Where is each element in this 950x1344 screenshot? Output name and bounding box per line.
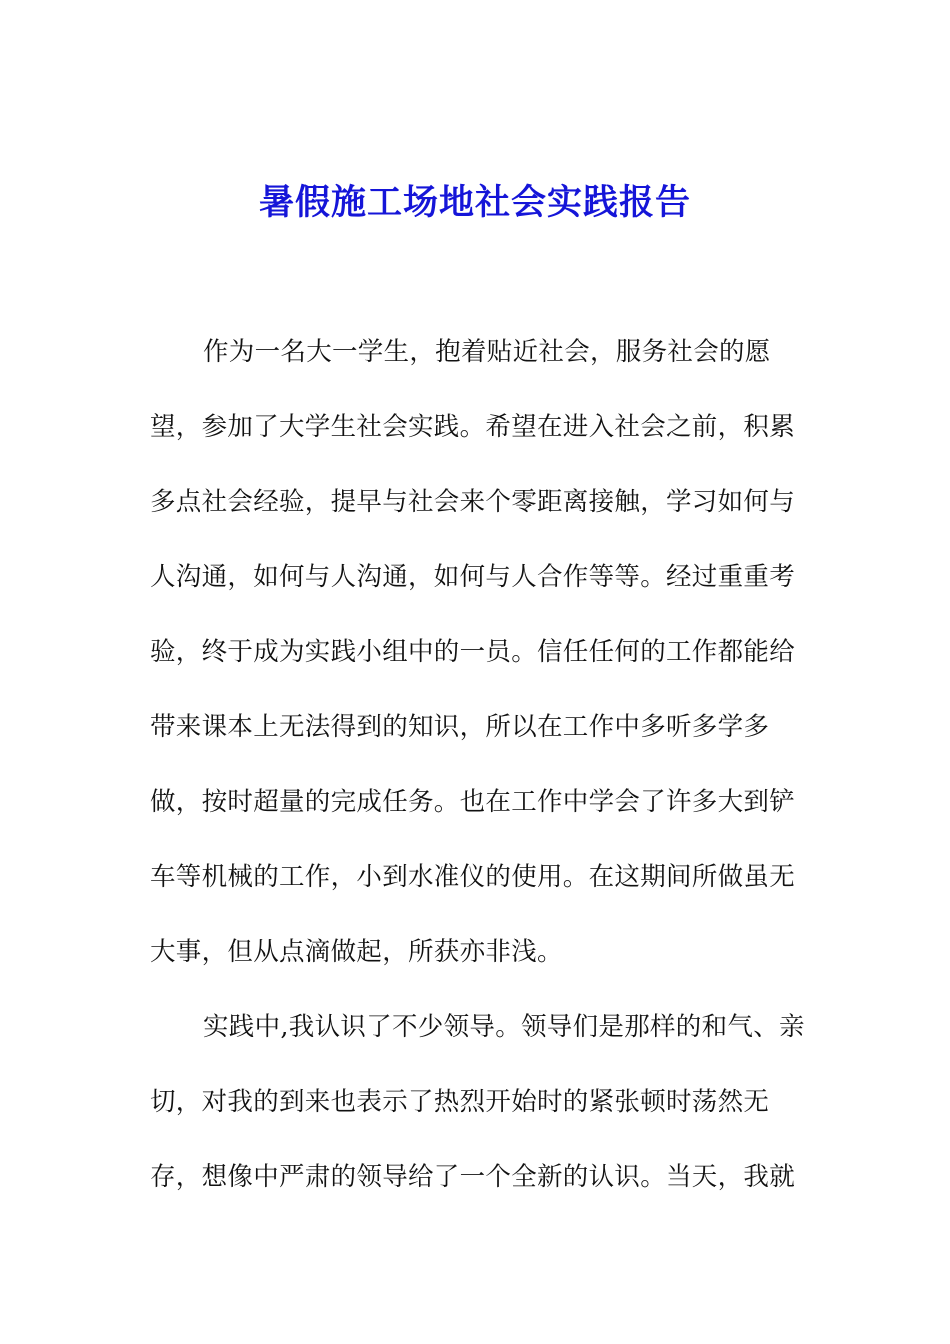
paragraph-1-line-7: 做，按时超量的完成任务。也在工作中学会了许多大到铲 — [150, 787, 796, 817]
paragraph-1-line-2: 望，参加了大学生社会实践。希望在进入社会之前，积累 — [150, 412, 796, 442]
paragraph-2-line-3: 存，想像中严肃的领导给了一个全新的认识。当天，我就 — [150, 1162, 796, 1192]
paragraph-1-line-3: 多点社会经验，提早与社会来个零距离接触，学习如何与 — [150, 487, 796, 517]
paragraph-1-line-1: 作为一名大一学生，抱着贴近社会，服务社会的愿 — [203, 337, 771, 367]
document-title: 暑假施工场地社会实践报告 — [258, 182, 691, 223]
paragraph-1-line-4: 人沟通，如何与人沟通，如何与人合作等等。经过重重考 — [150, 562, 796, 592]
paragraph-1-line-8: 车等机械的工作，小到水准仪的使用。在这期间所做虽无 — [150, 862, 796, 892]
paragraph-1-line-6: 带来课本上无法得到的知识，所以在工作中多听多学多 — [150, 712, 770, 742]
paragraph-2-line-2: 切，对我的到来也表示了热烈开始时的紧张顿时荡然无 — [150, 1087, 770, 1117]
paragraph-2-line-1: 实践中,我认识了不少领导。领导们是那样的和气、亲 — [203, 1012, 805, 1042]
paragraph-1-line-9: 大事，但从点滴做起，所获亦非浅。 — [150, 937, 563, 967]
paragraph-1-line-5: 验，终于成为实践小组中的一员。信任任何的工作都能给 — [150, 637, 796, 667]
